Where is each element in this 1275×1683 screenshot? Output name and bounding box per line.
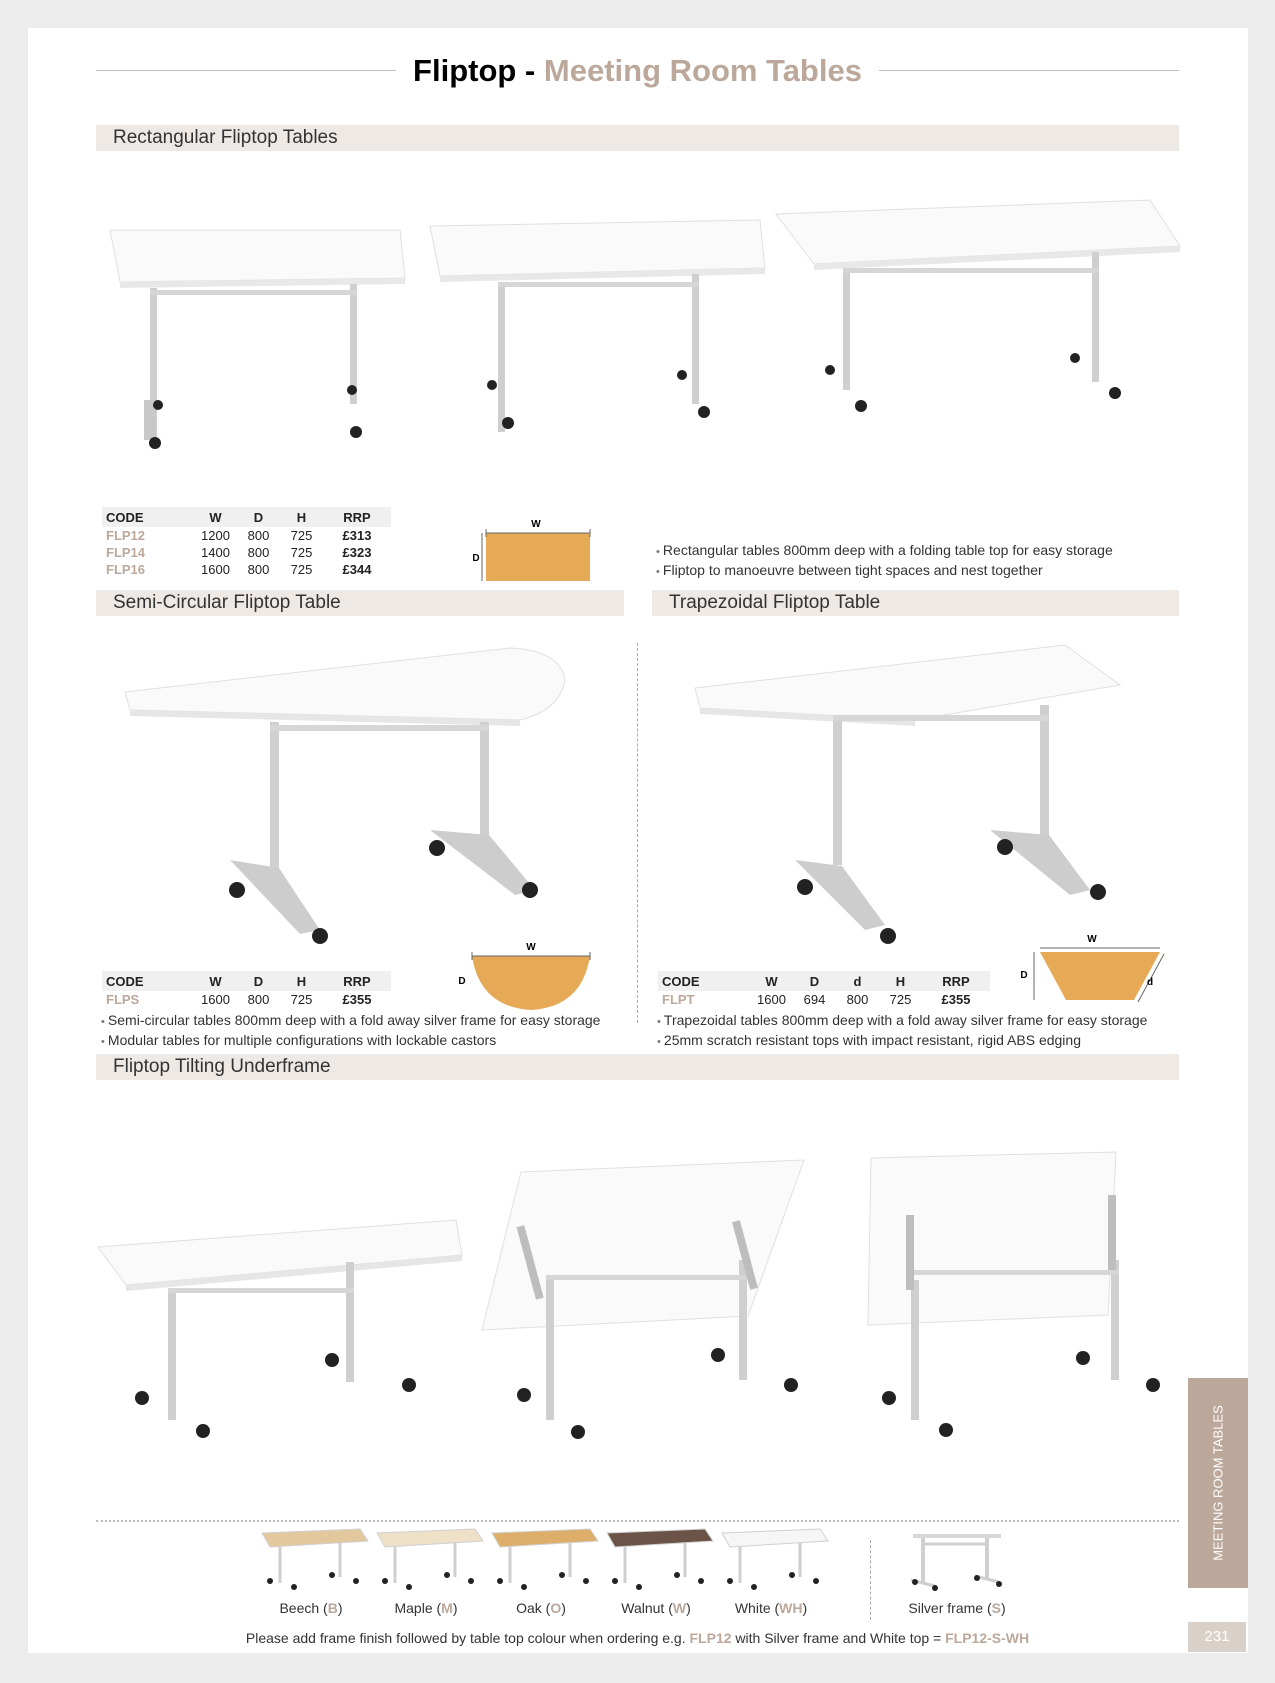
height-value: 725 xyxy=(290,528,313,543)
col-header-h: H xyxy=(280,507,323,527)
bullet-item: • Rectangular tables 800mm deep with a folding table top for easy storage xyxy=(656,541,1113,561)
width-value: 1200 xyxy=(201,528,230,543)
width-value: 1400 xyxy=(201,545,230,560)
spec-header-row xyxy=(658,971,990,991)
col-header-d: D xyxy=(793,971,836,991)
table-flp12-illustration xyxy=(110,230,405,449)
ordering-note: Please add frame finish followed by table top colour when ordering e.g. FLP12 with Silver frame and White top = FLP12-S-WH xyxy=(245,1630,1030,1646)
col-header-d: D xyxy=(237,971,280,991)
spec-table-semicircular xyxy=(102,971,391,1008)
finishes-divider xyxy=(96,1520,1179,1522)
bullet-item: • Modular tables for multiple configurations with lockable castors xyxy=(101,1031,600,1051)
col-header-w: W xyxy=(194,971,237,991)
section-heading-tilting: Fliptop Tilting Underframe xyxy=(96,1054,1179,1080)
width-value: 1600 xyxy=(201,992,230,1007)
diagram-d-label: D xyxy=(472,553,480,564)
trapezoidal-table-image xyxy=(690,640,1150,950)
finish-label-silver: Silver frame (S) xyxy=(908,1600,1006,1616)
bullet-item: • Semi-circular tables 800mm deep with a fold away silver frame for easy storage xyxy=(101,1011,600,1031)
height-value: 725 xyxy=(889,992,912,1007)
depth-value: 800 xyxy=(247,545,270,560)
col-header-w: W xyxy=(750,971,793,991)
price-value: £323 xyxy=(342,545,372,560)
spec-header-row xyxy=(102,507,391,527)
page-number: 231 xyxy=(1188,1622,1246,1652)
page-title: Fliptop - Meeting Room Tables xyxy=(96,48,1179,94)
product-code: FLP14 xyxy=(106,545,146,560)
product-code: FLPS xyxy=(106,992,140,1007)
semicircular-dimension-diagram xyxy=(452,932,602,1012)
bullets-trapezoidal xyxy=(657,1011,1147,1051)
diagram-d2-label: d xyxy=(1146,977,1154,988)
tilting-stage-half xyxy=(482,1160,804,1439)
height-value: 725 xyxy=(290,562,313,577)
table-row xyxy=(102,991,391,1008)
section-heading-semicircular: Semi-Circular Fliptop Table xyxy=(96,590,624,616)
column-divider xyxy=(637,643,638,1023)
page-title-row xyxy=(96,48,1179,94)
height-value: 725 xyxy=(290,992,313,1007)
depth2-value: 800 xyxy=(846,992,869,1007)
width-value: 1600 xyxy=(757,992,786,1007)
width-value: 1600 xyxy=(201,562,230,577)
finish-label: White (WH) xyxy=(734,1600,808,1616)
finish-swatch xyxy=(262,1529,368,1590)
diagram-d-label: D xyxy=(1020,970,1028,981)
finish-swatch xyxy=(492,1529,598,1590)
bullets-semicircular xyxy=(101,1011,600,1051)
finish-swatch xyxy=(722,1529,828,1590)
depth-value: 800 xyxy=(247,562,270,577)
spec-table-trapezoidal xyxy=(658,971,990,1008)
silver-frame-image xyxy=(905,1530,1005,1590)
bullet-item: • Fliptop to manoeuvre between tight spaces and nest together xyxy=(656,561,1113,581)
col-header-d: D xyxy=(237,507,280,527)
depth-value: 694 xyxy=(803,992,826,1007)
col-header-w: W xyxy=(194,507,237,527)
table-row xyxy=(102,527,391,544)
diagram-w-label: W xyxy=(1087,934,1097,945)
table-flp14-illustration xyxy=(430,220,765,432)
col-header-d2: d xyxy=(836,971,879,991)
finish-label: Oak (O) xyxy=(516,1600,566,1616)
height-value: 725 xyxy=(290,545,313,560)
spec-table-rectangular xyxy=(102,507,391,578)
col-header-rrp: RRP xyxy=(323,507,391,527)
tilting-stage-flat xyxy=(98,1220,462,1438)
section-heading-trapezoidal: Trapezoidal Fliptop Table xyxy=(652,590,1179,616)
side-tab: MEETING ROOM TABLES xyxy=(1188,1378,1248,1588)
table-flp16-illustration xyxy=(776,200,1180,412)
price-value: £313 xyxy=(342,528,372,543)
semicircular-table-image xyxy=(120,640,620,950)
diagram-w-label: W xyxy=(526,942,536,953)
col-header-h: H xyxy=(879,971,922,991)
col-header-code: CODE xyxy=(102,971,194,991)
finish-swatch xyxy=(607,1529,713,1590)
product-code: FLP16 xyxy=(106,562,146,577)
col-header-code: CODE xyxy=(658,971,750,991)
rectangular-dimension-diagram xyxy=(470,515,600,585)
diagram-w-label: W xyxy=(531,519,541,530)
depth-value: 800 xyxy=(247,992,270,1007)
col-header-code: CODE xyxy=(102,507,194,527)
finish-label: Walnut (W) xyxy=(621,1600,691,1616)
tilting-underframe-image xyxy=(96,1150,1179,1450)
finish-label: Maple (M) xyxy=(394,1600,458,1616)
table-row xyxy=(102,544,391,561)
frame-divider xyxy=(870,1540,871,1620)
spec-header-row xyxy=(102,971,391,991)
depth-value: 800 xyxy=(247,528,270,543)
diagram-d-label: D xyxy=(458,976,466,987)
price-value: £355 xyxy=(941,992,971,1007)
col-header-h: H xyxy=(280,971,323,991)
price-value: £355 xyxy=(342,992,372,1007)
finish-swatch xyxy=(377,1529,483,1590)
bullets-rectangular xyxy=(656,541,1113,581)
table-row xyxy=(102,561,391,578)
bullet-item: • 25mm scratch resistant tops with impact resistant, rigid ABS edging xyxy=(657,1031,1147,1051)
col-header-rrp: RRP xyxy=(323,971,391,991)
section-heading-rectangular: Rectangular Fliptop Tables xyxy=(96,125,1179,151)
table-row xyxy=(658,991,990,1008)
trapezoidal-dimension-diagram xyxy=(1012,928,1172,1008)
tilting-stage-vertical xyxy=(868,1152,1160,1437)
finish-swatches xyxy=(260,1525,840,1595)
price-value: £344 xyxy=(342,562,372,577)
bullet-item: • Trapezoidal tables 800mm deep with a fold away silver frame for easy storage xyxy=(657,1011,1147,1031)
product-code: FLP12 xyxy=(106,528,146,543)
finish-label: Beech (B) xyxy=(279,1600,343,1616)
col-header-rrp: RRP xyxy=(922,971,990,991)
product-code: FLPT xyxy=(662,992,695,1007)
rectangular-tables-image xyxy=(100,190,1180,460)
